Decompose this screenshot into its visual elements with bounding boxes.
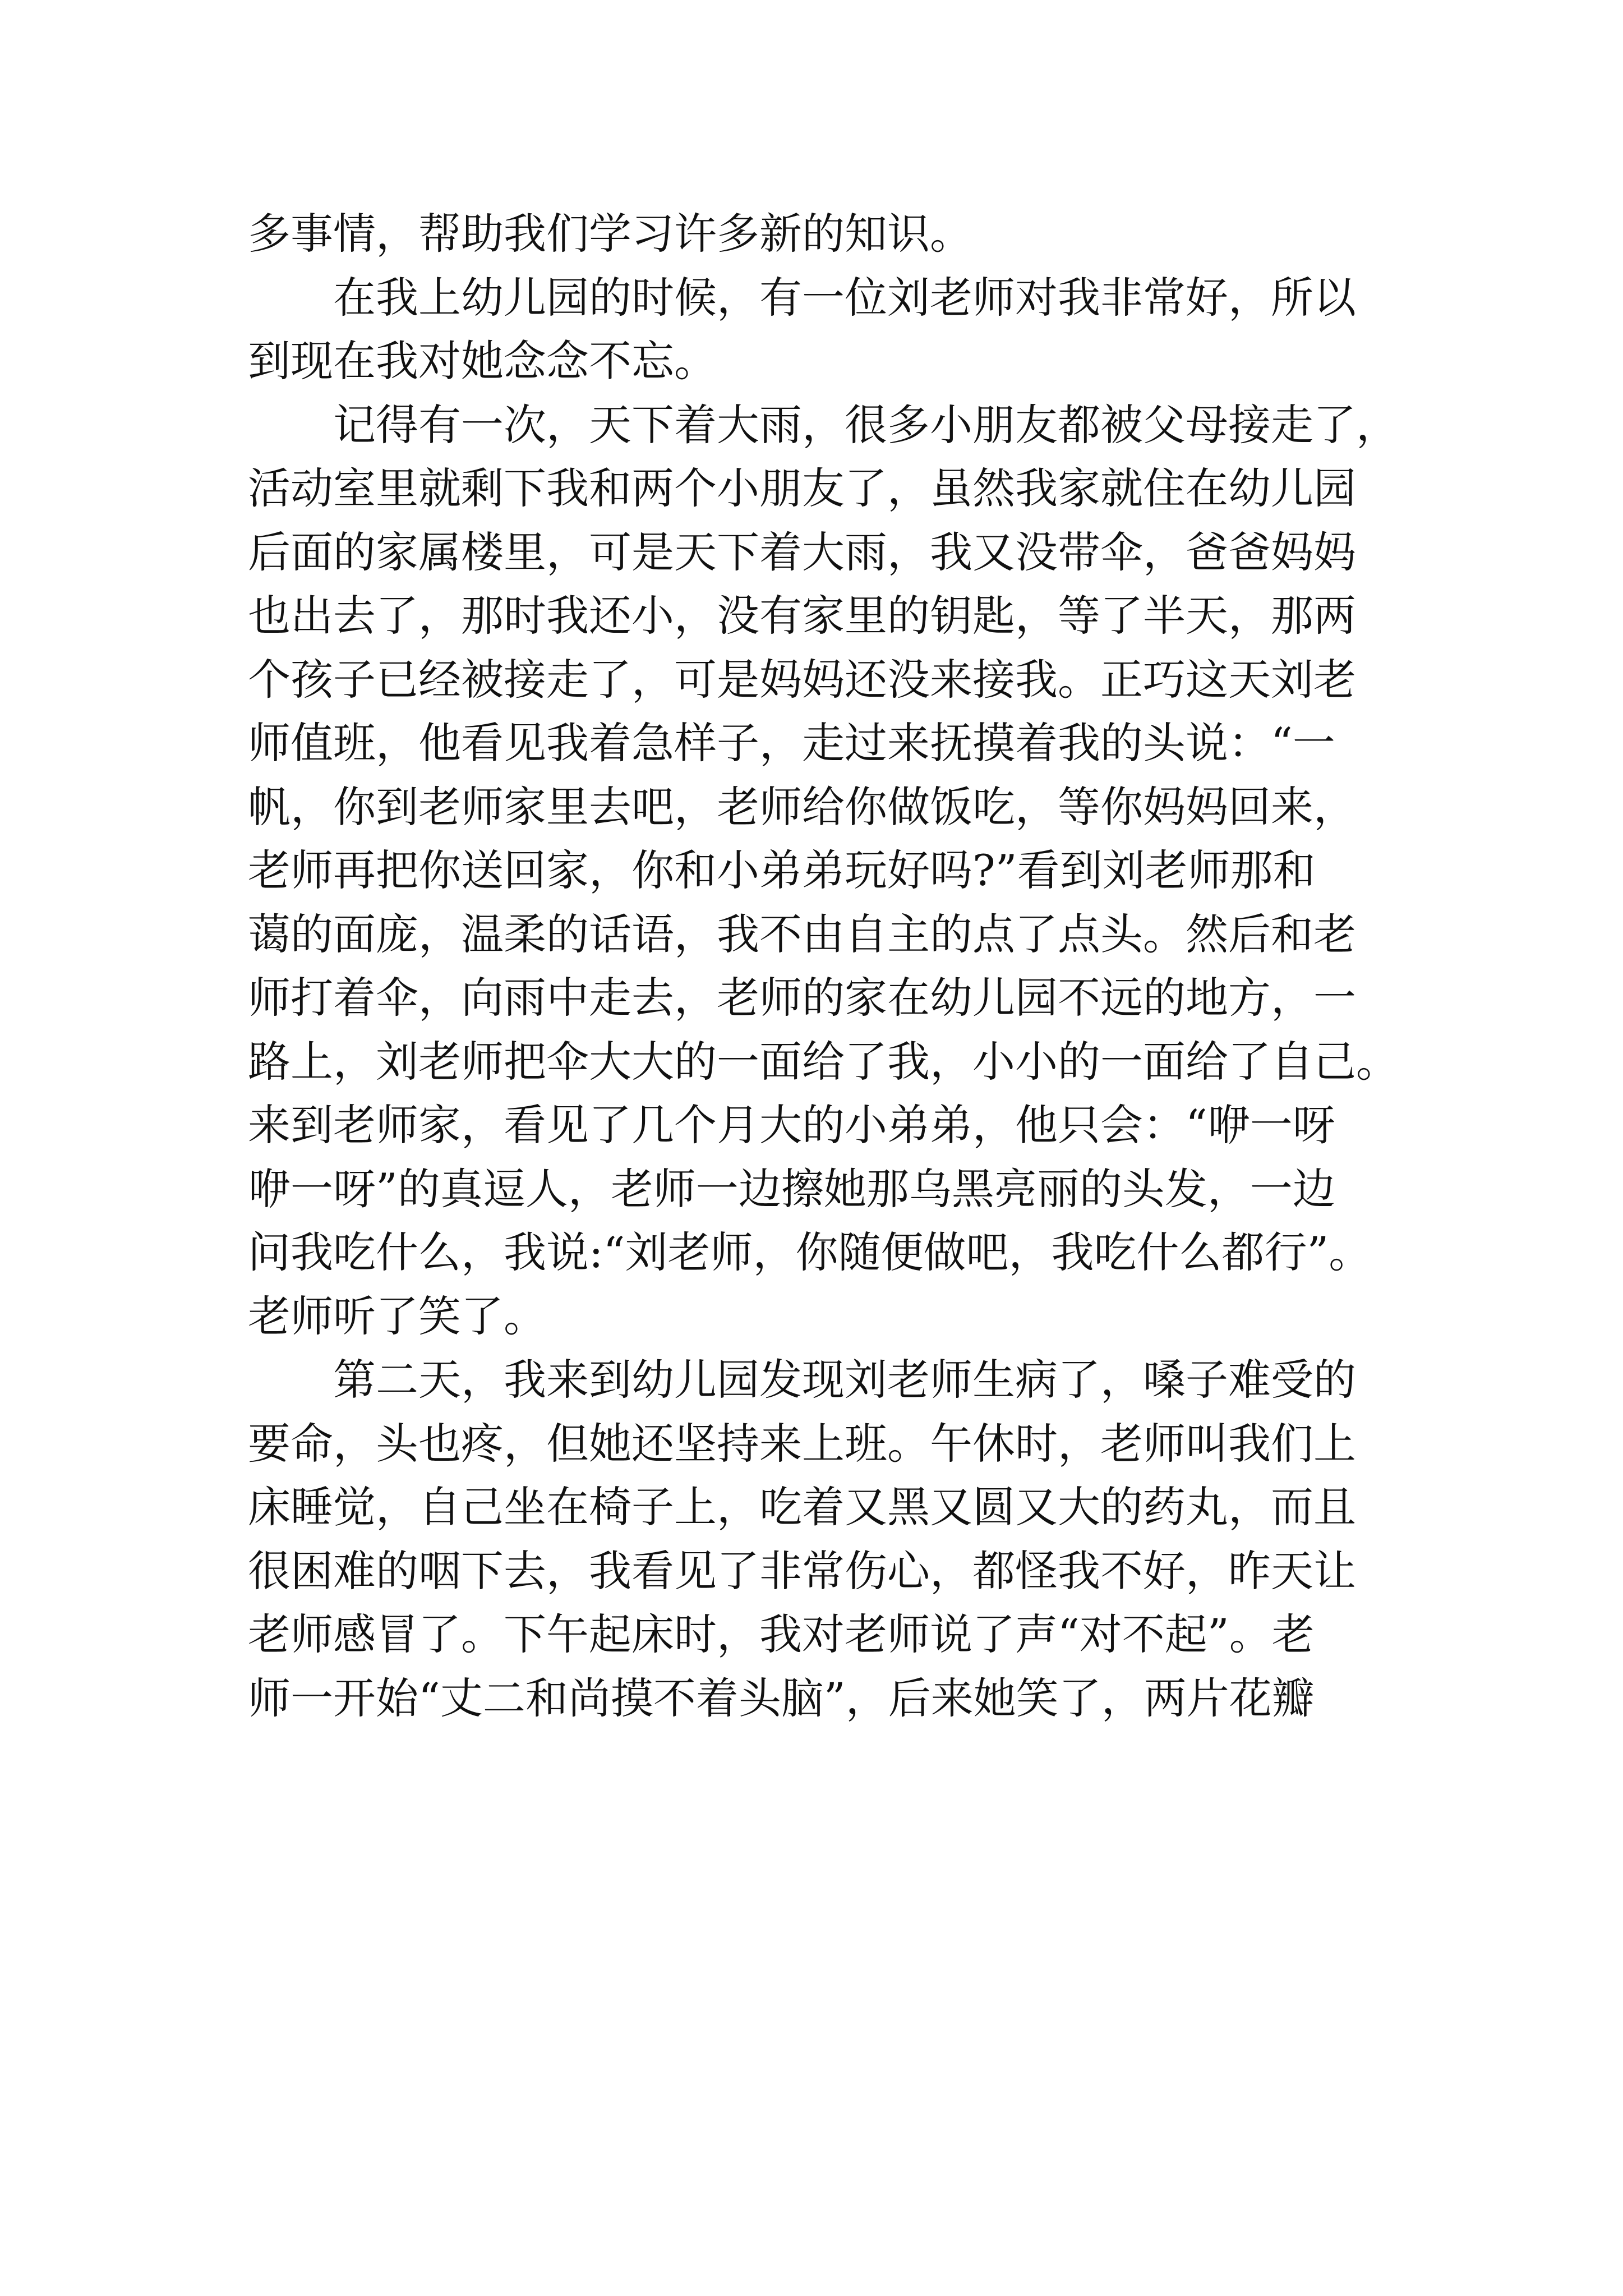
- text-line: 咿一呀”的真逗人，老师一边擦她那乌黑亮丽的头发，一边: [248, 1163, 1335, 1214]
- text-line: 多事情，帮助我们学习许多新的知识。: [248, 209, 972, 259]
- text-line: 蔼的面庞，温柔的话语，我不由自主的点了点头。然后和老: [248, 909, 1356, 959]
- text-line: 问我吃什么，我说:“刘老师，你随便做吧，我吃什么都行”。: [248, 1227, 1372, 1277]
- text-line: 老师再把你送回家，你和小弟弟玩好吗?”看到刘老师那和: [248, 845, 1316, 895]
- text-line: 后面的家属楼里，可是天下着大雨，我又没带伞，爸爸妈妈: [248, 527, 1356, 577]
- text-line: 要命，头也疼，但她还坚持来上班。午休时，老师叫我们上: [248, 1418, 1356, 1469]
- text-line: 师值班，他看见我着急样子，走过来抚摸着我的头说：“一: [248, 718, 1335, 768]
- text-line: 个孩子已经被接走了，可是妈妈还没来接我。正巧这天刘老: [248, 654, 1356, 705]
- text-line: 也出去了，那时我还小，没有家里的钥匙，等了半天，那两: [248, 591, 1356, 641]
- paragraph-first-line: 在我上幼儿园的时候，有一位刘老师对我非常好，所以: [333, 272, 1356, 323]
- text-line: 床睡觉，自己坐在椅子上，吃着又黑又圆又大的药丸，而且: [248, 1482, 1356, 1532]
- paragraph-first-line: 记得有一次，天下着大雨，很多小朋友都被父母接走了，: [333, 399, 1399, 450]
- text-line: 活动室里就剩下我和两个小朋友了，虽然我家就住在幼儿园: [248, 463, 1356, 513]
- text-line: 来到老师家，看见了几个月大的小弟弟，他只会：“咿一呀: [248, 1100, 1335, 1150]
- body-text: [248, 202, 1414, 1730]
- text-line: 师一开始“丈二和尚摸不着头脑”，后来她笑了，两片花瓣: [248, 1673, 1315, 1723]
- text-line: 老师听了笑了。: [248, 1291, 546, 1341]
- text-line: 师打着伞，向雨中走去，老师的家在幼儿园不远的地方，一: [248, 973, 1356, 1023]
- text-line: 老师感冒了。下午起床时，我对老师说了声“对不起”。老: [248, 1609, 1315, 1659]
- text-line: 帆，你到老师家里去吧，老师给你做饭吃，等你妈妈回来，: [248, 781, 1356, 832]
- text-line: 很困难的咽下去，我看见了非常伤心，都怪我不好，昨天让: [248, 1545, 1356, 1596]
- text-line: 到现在我对她念念不忘。: [248, 336, 717, 386]
- paragraph-first-line: 第二天，我来到幼儿园发现刘老师生病了，嗓子难受的: [333, 1355, 1356, 1405]
- text-line: 路上，刘老师把伞大大的一面给了我，小小的一面给了自己。: [248, 1036, 1399, 1087]
